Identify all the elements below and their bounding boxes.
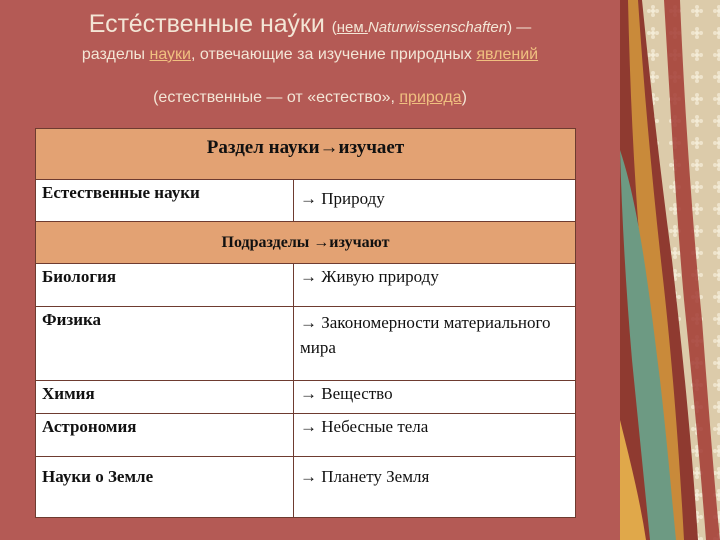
de-link[interactable]: нем. <box>336 19 368 36</box>
table-subheader: Подразделы →изучают <box>36 222 576 264</box>
science-link[interactable]: науки <box>149 46 191 63</box>
row-label: Физика <box>36 307 294 381</box>
row-value: → Природу <box>294 180 576 222</box>
table-row <box>36 414 576 457</box>
table-header: Раздел науки→изучает <box>36 129 576 180</box>
row-label: Науки о Земле <box>36 457 294 518</box>
title-line-2 <box>0 46 620 64</box>
table-subheader-row <box>36 222 576 264</box>
table-row <box>36 180 576 222</box>
row-value: → Вещество <box>294 381 576 414</box>
title-text: (естественные — от «естество», <box>153 89 400 106</box>
row-label: Естественные науки <box>36 180 294 222</box>
row-value: → Живую природу <box>294 264 576 307</box>
table-row <box>36 307 576 381</box>
decorative-side-panel <box>620 0 720 540</box>
nature-link[interactable]: природа <box>399 89 462 106</box>
decorative-pattern <box>620 0 720 540</box>
phenomena-link[interactable]: явлений <box>476 46 539 63</box>
row-label: Астрономия <box>36 414 294 457</box>
table-row <box>36 381 576 414</box>
title-text: разделы <box>81 46 150 63</box>
title-text: ) <box>461 89 467 106</box>
title-text: , отвечающие за изучение природных <box>191 46 477 63</box>
table-row <box>36 264 576 307</box>
table-row <box>36 457 576 518</box>
title-paren-close: ) — <box>507 19 532 36</box>
table-header-row <box>36 129 576 180</box>
title-line-1 <box>0 10 620 39</box>
page-title: Есте́ственные нау́ки <box>88 10 325 38</box>
title-paren-open: ( <box>331 19 337 36</box>
de-word: Naturwissenschaften <box>367 19 508 36</box>
row-label: Химия <box>36 381 294 414</box>
science-table <box>35 128 576 518</box>
row-value: → Планету Земля <box>294 457 576 518</box>
row-value: → Небесные тела <box>294 414 576 457</box>
title-line-3 <box>0 89 620 107</box>
row-value: → Закономерности материального мира <box>294 307 576 381</box>
row-label: Биология <box>36 264 294 307</box>
